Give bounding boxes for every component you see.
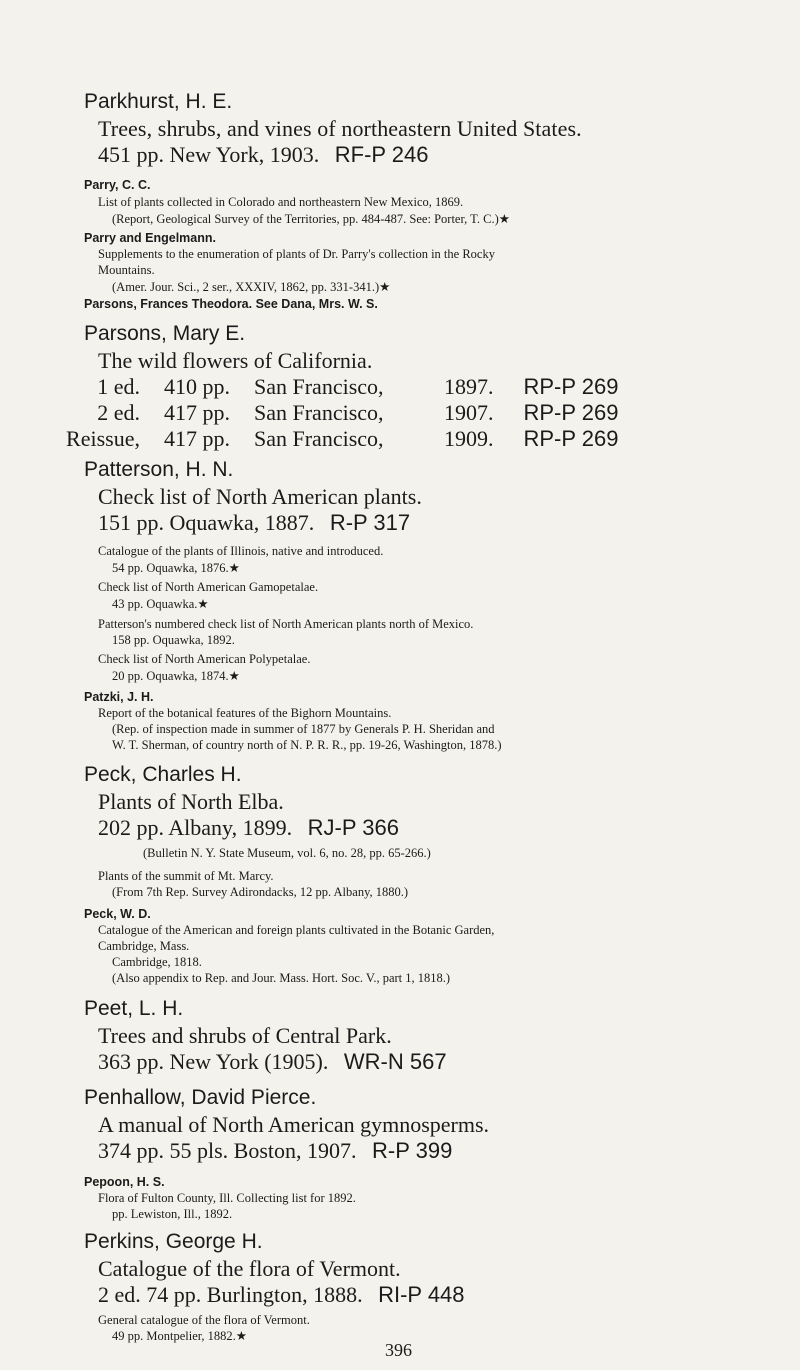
entry-line: Catalogue of the American and foreign plants cultivated in the Botanic Garden, [98, 923, 495, 937]
edition-pages: 410 pp. [164, 374, 230, 399]
entry-title: A manual of North American gymnosperms. [98, 1112, 490, 1137]
call-number: RF-P 246 [334, 142, 429, 167]
entry-title: Catalogue of the flora of Vermont. [98, 1256, 401, 1281]
entry-imprint [98, 1282, 465, 1308]
entry-author: Parry and Engelmann. [84, 231, 216, 245]
entry-imprint [98, 1138, 452, 1164]
entry-author: Peck, Charles H. [84, 763, 242, 786]
entry-title: Trees, shrubs, and vines of northeastern United States. [98, 116, 582, 141]
entry-title: Trees and shrubs of Central Park. [98, 1023, 392, 1048]
edition-row [0, 400, 618, 426]
entry-imprint-text: 2 ed. 74 pp. Burlington, 1888. [98, 1282, 363, 1307]
entry-line: Plants of the summit of Mt. Marcy. [98, 869, 274, 883]
call-number: RI-P 448 [378, 1282, 465, 1307]
entry-imprint-text: 451 pp. New York, 1903. [98, 142, 320, 167]
entry-imprint [98, 510, 410, 536]
call-number: RP-P 269 [523, 426, 619, 451]
call-number: R-P 317 [329, 510, 411, 535]
call-number: RP-P 269 [523, 400, 619, 425]
entry-author: Parkhurst, H. E. [84, 90, 233, 113]
edition-pages: 417 pp. [164, 400, 230, 425]
entry-line: List of plants collected in Colorado and northeastern New Mexico, 1869. [98, 195, 464, 209]
call-number: RJ-P 366 [307, 815, 399, 840]
entry-imprint [98, 815, 399, 841]
entry-line: Flora of Fulton County, Ill. Collecting list for 1892. [98, 1191, 356, 1205]
entry-line: Cambridge, 1818. [112, 955, 202, 969]
entry-line: W. T. Sherman, of country north of N. P. R. R., pp. 19-26, Washington, 1878.) [112, 738, 502, 752]
entry-line: Patterson's numbered check list of North American plants north of Mexico. [98, 617, 474, 631]
entry-imprint-text: 151 pp. Oquawka, 1887. [98, 510, 315, 535]
edition-label: 1 ed. [97, 374, 140, 399]
edition-place: San Francisco, [254, 374, 384, 399]
entry-imprint [98, 142, 429, 168]
entry-imprint-text: 202 pp. Albany, 1899. [98, 815, 293, 840]
entry-line: 158 pp. Oquawka, 1892. [112, 633, 235, 647]
edition-label: Reissue, [66, 426, 140, 451]
edition-place: San Francisco, [254, 400, 384, 425]
entry-note: (Bulletin N. Y. State Museum, vol. 6, no. 28, pp. 65-266.) [143, 846, 431, 860]
entry-author: Patzki, J. H. [84, 690, 154, 704]
entry-line: Cambridge, Mass. [98, 939, 190, 953]
edition-year: 1907. [444, 400, 494, 425]
entry-line: Supplements to the enumeration of plants of Dr. Parry's collection in the Rocky [98, 247, 495, 261]
cross-reference: Parsons, Frances Theodora. See Dana, Mrs. W. S. [84, 297, 378, 311]
edition-row [0, 426, 618, 452]
entry-line: 43 pp. Oquawka.★ [112, 597, 209, 611]
entry-line: 49 pp. Montpelier, 1882.★ [112, 1329, 247, 1343]
entry-line: (Rep. of inspection made in summer of 1877 by Generals P. H. Sheridan and [112, 722, 495, 736]
entry-author: Parry, C. C. [84, 178, 151, 192]
edition-pages: 417 pp. [164, 426, 230, 451]
entry-line: (From 7th Rep. Survey Adirondacks, 12 pp. Albany, 1880.) [112, 885, 409, 899]
entry-line: Report of the botanical features of the Bighorn Mountains. [98, 706, 392, 720]
edition-place: San Francisco, [254, 426, 384, 451]
edition-row [0, 374, 618, 400]
entry-line: pp. Lewiston, Ill., 1892. [112, 1207, 233, 1221]
entry-title: Plants of North Elba. [98, 789, 284, 814]
entry-line: (Report, Geological Survey of the Territories, pp. 484-487. See: Porter, T. C.)★ [112, 212, 510, 226]
entry-line: Check list of North American Gamopetalae. [98, 580, 319, 594]
entry-author: Patterson, H. N. [84, 458, 234, 481]
entry-line: 54 pp. Oquawka, 1876.★ [112, 561, 240, 575]
entry-author: Peet, L. H. [84, 997, 184, 1020]
entry-author: Perkins, George H. [84, 1230, 263, 1253]
entry-line: General catalogue of the flora of Vermont. [98, 1313, 310, 1327]
call-number: RP-P 269 [523, 374, 619, 399]
edition-year: 1909. [444, 426, 494, 451]
edition-year: 1897. [444, 374, 494, 399]
entry-line: (Amer. Jour. Sci., 2 ser., XXXIV, 1862, pp. 331-341.)★ [112, 280, 391, 294]
entry-title: Check list of North American plants. [98, 484, 422, 509]
entry-imprint-text: 363 pp. New York (1905). [98, 1049, 329, 1074]
entry-line: Catalogue of the plants of Illinois, native and introduced. [98, 544, 384, 558]
entry-author: Pepoon, H. S. [84, 1175, 165, 1189]
call-number: WR-N 567 [343, 1049, 447, 1074]
entry-line: (Also appendix to Rep. and Jour. Mass. Hort. Soc. V., part 1, 1818.) [112, 971, 451, 985]
entry-author: Parsons, Mary E. [84, 322, 246, 345]
entry-line: 20 pp. Oquawka, 1874.★ [112, 669, 240, 683]
call-number: R-P 399 [372, 1138, 453, 1163]
entry-line: Check list of North American Polypetalae. [98, 652, 311, 666]
page-number: 396 [385, 1340, 412, 1360]
entry-line: Mountains. [98, 263, 155, 277]
entry-imprint-text: 374 pp. 55 pls. Boston, 1907. [98, 1138, 357, 1163]
entry-imprint [98, 1049, 447, 1075]
entry-author: Peck, W. D. [84, 907, 151, 921]
entry-author: Penhallow, David Pierce. [84, 1086, 317, 1109]
entry-title: The wild flowers of California. [98, 348, 373, 373]
edition-label: 2 ed. [97, 400, 140, 425]
